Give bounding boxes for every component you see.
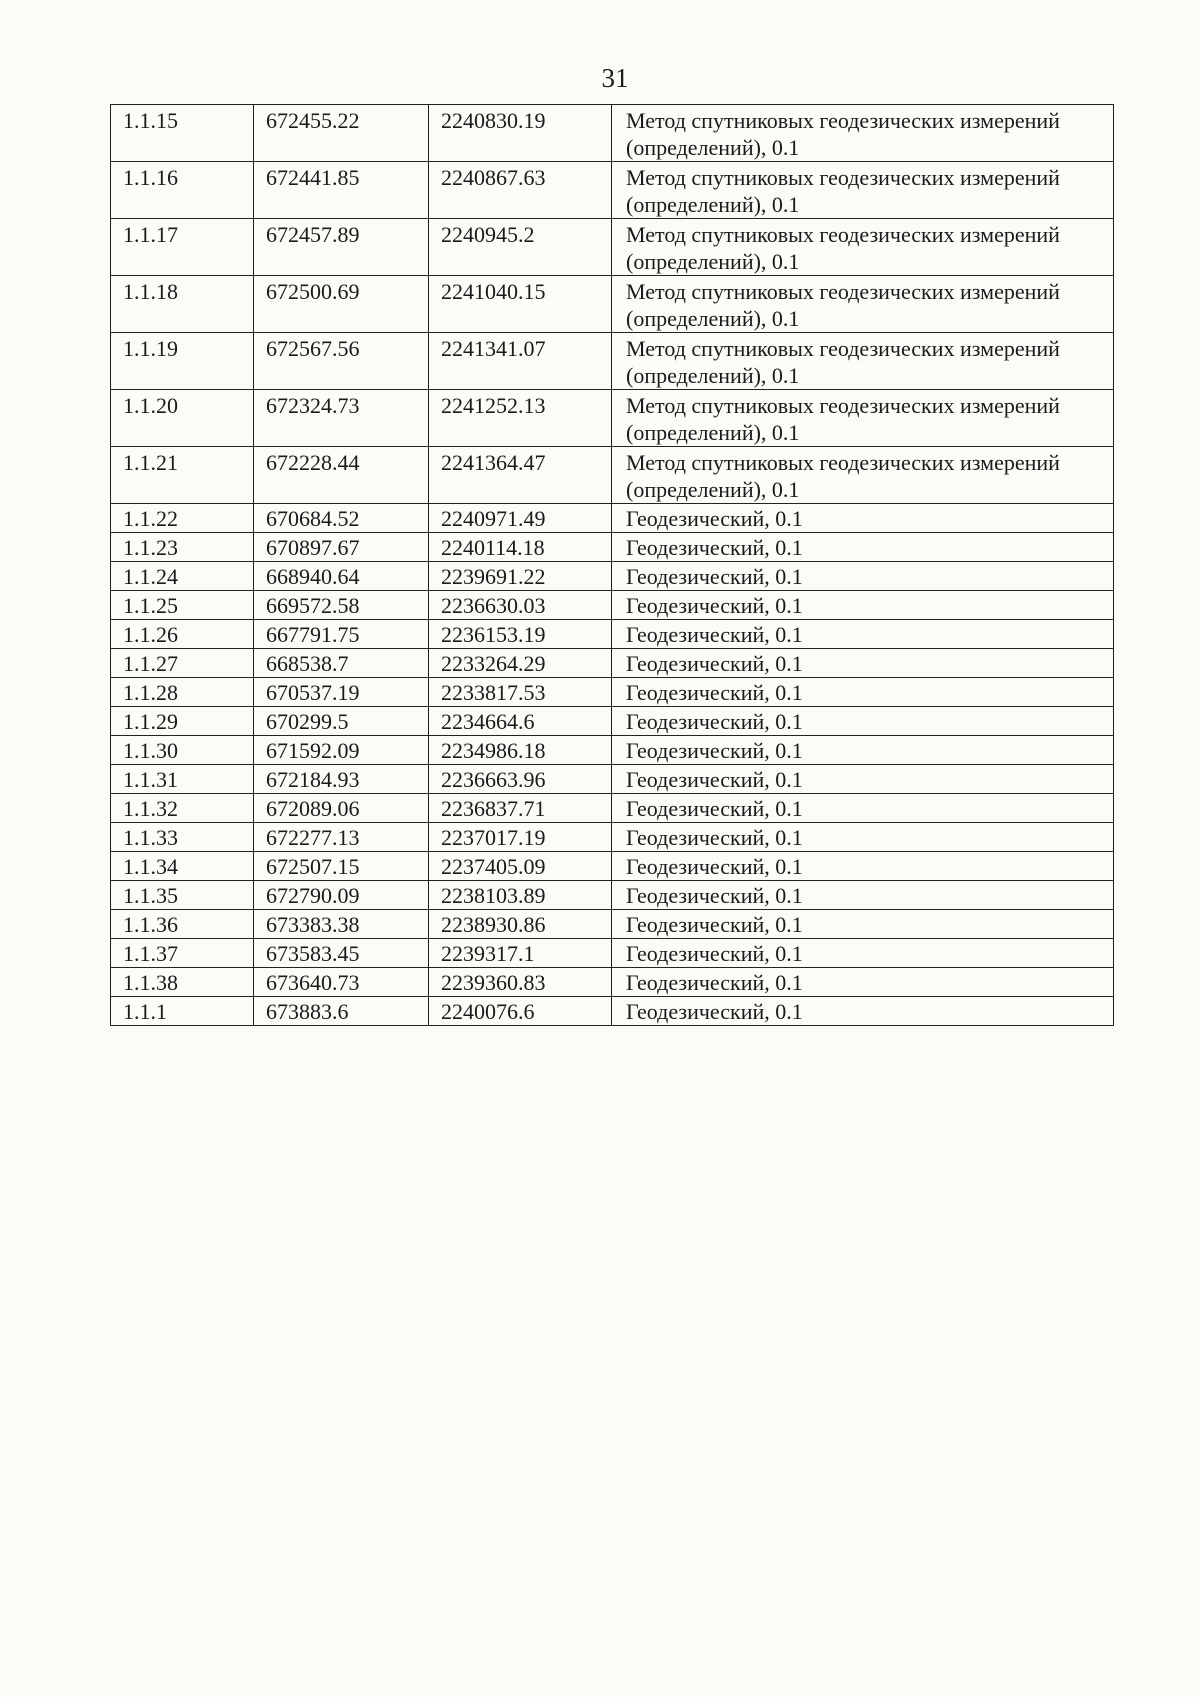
cell-method: Геодезический, 0.1: [612, 881, 1114, 910]
cell-method: Геодезический, 0.1: [612, 823, 1114, 852]
cell-method: Геодезический, 0.1: [612, 591, 1114, 620]
cell-y-coordinate: 2236630.03: [429, 591, 612, 620]
cell-method: Геодезический, 0.1: [612, 562, 1114, 591]
cell-point-number: 1.1.18: [111, 276, 254, 333]
cell-x-coordinate: 672228.44: [254, 447, 429, 504]
cell-method: Геодезический, 0.1: [612, 736, 1114, 765]
cell-point-number: 1.1.37: [111, 939, 254, 968]
cell-x-coordinate: 673640.73: [254, 968, 429, 997]
cell-point-number: 1.1.21: [111, 447, 254, 504]
cell-x-coordinate: 673583.45: [254, 939, 429, 968]
cell-y-coordinate: 2234664.6: [429, 707, 612, 736]
cell-point-number: 1.1.23: [111, 533, 254, 562]
cell-point-number: 1.1.28: [111, 678, 254, 707]
table-row: [111, 794, 1114, 823]
cell-y-coordinate: 2239691.22: [429, 562, 612, 591]
cell-point-number: 1.1.26: [111, 620, 254, 649]
cell-x-coordinate: 670299.5: [254, 707, 429, 736]
cell-y-coordinate: 2238930.86: [429, 910, 612, 939]
cell-method: Метод спутниковых геодезических измерений (определений), 0.1: [612, 447, 1114, 504]
cell-point-number: 1.1.35: [111, 881, 254, 910]
cell-method: Геодезический, 0.1: [612, 707, 1114, 736]
cell-x-coordinate: 672457.89: [254, 219, 429, 276]
cell-method: Геодезический, 0.1: [612, 794, 1114, 823]
cell-y-coordinate: 2241252.13: [429, 390, 612, 447]
cell-x-coordinate: 673883.6: [254, 997, 429, 1026]
cell-method: Геодезический, 0.1: [612, 765, 1114, 794]
cell-y-coordinate: 2236153.19: [429, 620, 612, 649]
table-row: [111, 504, 1114, 533]
cell-x-coordinate: 670897.67: [254, 533, 429, 562]
cell-method: Геодезический, 0.1: [612, 997, 1114, 1026]
cell-x-coordinate: 672324.73: [254, 390, 429, 447]
table-row: [111, 276, 1114, 333]
cell-x-coordinate: 668940.64: [254, 562, 429, 591]
cell-point-number: 1.1.24: [111, 562, 254, 591]
table-row: [111, 736, 1114, 765]
cell-method: Геодезический, 0.1: [612, 678, 1114, 707]
cell-y-coordinate: 2239317.1: [429, 939, 612, 968]
cell-y-coordinate: 2240971.49: [429, 504, 612, 533]
cell-point-number: 1.1.31: [111, 765, 254, 794]
table-row: [111, 707, 1114, 736]
cell-method: Метод спутниковых геодезических измерений (определений), 0.1: [612, 333, 1114, 390]
table-row: [111, 823, 1114, 852]
cell-x-coordinate: 672790.09: [254, 881, 429, 910]
cell-point-number: 1.1.20: [111, 390, 254, 447]
table-row: [111, 939, 1114, 968]
cell-y-coordinate: 2233817.53: [429, 678, 612, 707]
cell-x-coordinate: 669572.58: [254, 591, 429, 620]
table-row: [111, 591, 1114, 620]
cell-point-number: 1.1.34: [111, 852, 254, 881]
cell-point-number: 1.1.36: [111, 910, 254, 939]
cell-point-number: 1.1.27: [111, 649, 254, 678]
cell-point-number: 1.1.1: [111, 997, 254, 1026]
coordinates-table-body: [111, 105, 1114, 1026]
coordinates-table: [110, 104, 1114, 1026]
table-row: [111, 562, 1114, 591]
table-row: [111, 447, 1114, 504]
cell-method: Геодезический, 0.1: [612, 852, 1114, 881]
cell-method: Геодезический, 0.1: [612, 620, 1114, 649]
table-row: [111, 533, 1114, 562]
table-row: [111, 910, 1114, 939]
table-row: [111, 997, 1114, 1026]
cell-method: Геодезический, 0.1: [612, 533, 1114, 562]
table-row: [111, 620, 1114, 649]
cell-point-number: 1.1.15: [111, 105, 254, 162]
cell-y-coordinate: 2240076.6: [429, 997, 612, 1026]
cell-y-coordinate: 2236663.96: [429, 765, 612, 794]
table-row: [111, 105, 1114, 162]
cell-point-number: 1.1.30: [111, 736, 254, 765]
table-row: [111, 649, 1114, 678]
cell-method: Геодезический, 0.1: [612, 968, 1114, 997]
cell-y-coordinate: 2241040.15: [429, 276, 612, 333]
cell-x-coordinate: 672277.13: [254, 823, 429, 852]
cell-x-coordinate: 671592.09: [254, 736, 429, 765]
cell-x-coordinate: 667791.75: [254, 620, 429, 649]
cell-x-coordinate: 672184.93: [254, 765, 429, 794]
cell-method: Метод спутниковых геодезических измерений (определений), 0.1: [612, 219, 1114, 276]
cell-point-number: 1.1.16: [111, 162, 254, 219]
cell-y-coordinate: 2240830.19: [429, 105, 612, 162]
table-row: [111, 678, 1114, 707]
cell-x-coordinate: 670537.19: [254, 678, 429, 707]
cell-point-number: 1.1.22: [111, 504, 254, 533]
table-row: [111, 219, 1114, 276]
cell-method: Геодезический, 0.1: [612, 504, 1114, 533]
cell-y-coordinate: 2233264.29: [429, 649, 612, 678]
cell-point-number: 1.1.33: [111, 823, 254, 852]
cell-point-number: 1.1.17: [111, 219, 254, 276]
cell-x-coordinate: 672455.22: [254, 105, 429, 162]
cell-y-coordinate: 2239360.83: [429, 968, 612, 997]
cell-method: Геодезический, 0.1: [612, 649, 1114, 678]
cell-y-coordinate: 2241341.07: [429, 333, 612, 390]
cell-x-coordinate: 672441.85: [254, 162, 429, 219]
cell-point-number: 1.1.29: [111, 707, 254, 736]
cell-x-coordinate: 670684.52: [254, 504, 429, 533]
table-row: [111, 968, 1114, 997]
cell-method: Геодезический, 0.1: [612, 910, 1114, 939]
cell-x-coordinate: 672500.69: [254, 276, 429, 333]
cell-method: Геодезический, 0.1: [612, 939, 1114, 968]
cell-y-coordinate: 2238103.89: [429, 881, 612, 910]
cell-x-coordinate: 672507.15: [254, 852, 429, 881]
cell-method: Метод спутниковых геодезических измерений (определений), 0.1: [612, 390, 1114, 447]
cell-point-number: 1.1.25: [111, 591, 254, 620]
cell-x-coordinate: 672089.06: [254, 794, 429, 823]
cell-y-coordinate: 2237017.19: [429, 823, 612, 852]
cell-y-coordinate: 2234986.18: [429, 736, 612, 765]
cell-y-coordinate: 2240114.18: [429, 533, 612, 562]
cell-x-coordinate: 672567.56: [254, 333, 429, 390]
table-row: [111, 881, 1114, 910]
cell-method: Метод спутниковых геодезических измерений (определений), 0.1: [612, 162, 1114, 219]
table-row: [111, 390, 1114, 447]
cell-point-number: 1.1.32: [111, 794, 254, 823]
cell-y-coordinate: 2240867.63: [429, 162, 612, 219]
table-row: [111, 333, 1114, 390]
table-row: [111, 162, 1114, 219]
cell-y-coordinate: 2241364.47: [429, 447, 612, 504]
cell-method: Метод спутниковых геодезических измерений (определений), 0.1: [612, 105, 1114, 162]
page-number: 31: [601, 63, 629, 93]
cell-x-coordinate: 673383.38: [254, 910, 429, 939]
cell-point-number: 1.1.38: [111, 968, 254, 997]
cell-method: Метод спутниковых геодезических измерений (определений), 0.1: [612, 276, 1114, 333]
cell-y-coordinate: 2240945.2: [429, 219, 612, 276]
table-row: [111, 852, 1114, 881]
cell-point-number: 1.1.19: [111, 333, 254, 390]
table-row: [111, 765, 1114, 794]
cell-y-coordinate: 2237405.09: [429, 852, 612, 881]
cell-y-coordinate: 2236837.71: [429, 794, 612, 823]
cell-x-coordinate: 668538.7: [254, 649, 429, 678]
